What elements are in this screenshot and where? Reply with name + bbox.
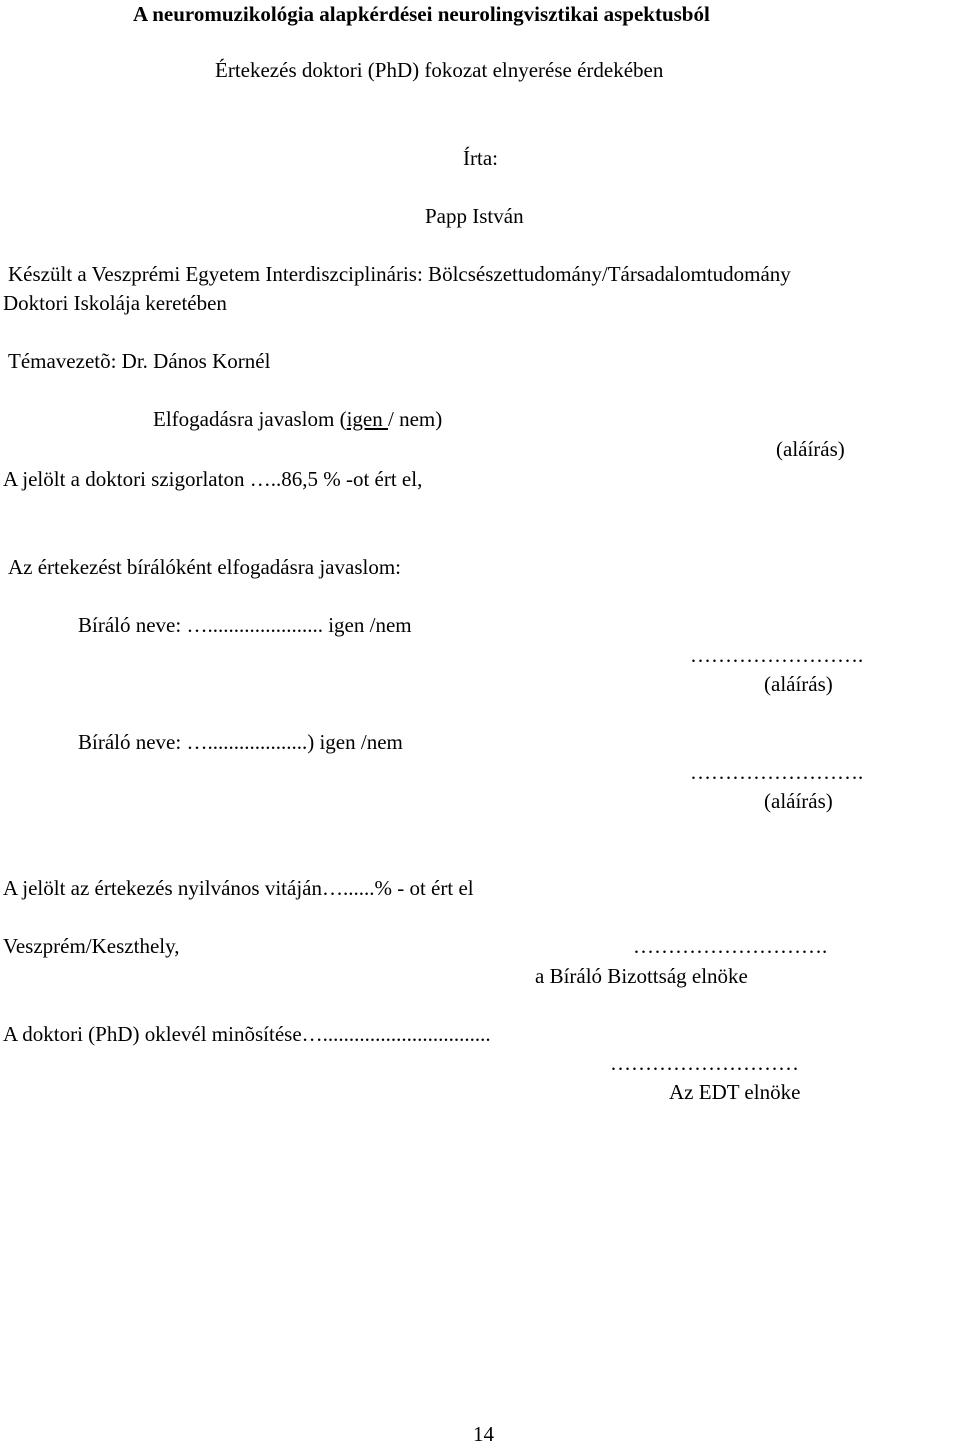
edt-chair-label: Az EDT elnöke [669, 1080, 801, 1104]
reviewer-2-line: Bíráló neve: …...................) igen /nem [78, 730, 403, 754]
exam-result: A jelölt a doktori szigorlaton …..86,5 % -ot ért el, [3, 467, 423, 491]
acceptance-recommendation [153, 409, 442, 430]
author-name: Papp István [425, 204, 524, 228]
reviewers-heading: Az értekezést bírálóként elfogadásra javaslom: [8, 555, 401, 579]
institution-line-1: Készült a Veszprémi Egyetem Interdiszciplináris: Bölcsészettudomány/Társadalomtudomány [8, 262, 791, 286]
page-number: 14 [473, 1422, 494, 1446]
reviewer-2-signature-label: (aláírás) [764, 789, 833, 813]
supervisor-signature-label: (aláírás) [776, 437, 845, 461]
acceptance-suffix: / nem) [388, 407, 443, 431]
institution-line-2: Doktori Iskolája keretében [3, 291, 227, 315]
reviewer-1-signature-label: (aláírás) [764, 672, 833, 696]
document-subtitle: Értekezés doktori (PhD) fokozat elnyerése érdekében [215, 58, 664, 82]
committee-chair-label: a Bíráló Bizottság elnöke [535, 964, 748, 988]
acceptance-igen: igen [346, 407, 388, 431]
diploma-qualification: A doktori (PhD) oklevél minõsítése…................................ [3, 1022, 491, 1046]
committee-signature-dots: ………………………. [633, 934, 828, 958]
edt-signature-dots: ……………………… [610, 1051, 799, 1075]
reviewer-2-signature-dots: ……………………. [690, 760, 864, 784]
defense-result: A jelölt az értekezés nyilvános vitáján…......% - ot ért el [3, 876, 474, 900]
place: Veszprém/Keszthely, [3, 934, 180, 958]
acceptance-prefix: Elfogadásra javaslom ( [153, 407, 347, 431]
author-label: Írta: [463, 146, 498, 170]
reviewer-1-signature-dots: ……………………. [690, 643, 864, 667]
supervisor: Témavezetõ: Dr. Dános Kornél [8, 349, 271, 373]
reviewer-1-line: Bíráló neve: …...................... igen /nem [78, 613, 412, 637]
document-title: A neuromuzikológia alapkérdései neurolingvisztikai aspektusból [133, 2, 710, 26]
